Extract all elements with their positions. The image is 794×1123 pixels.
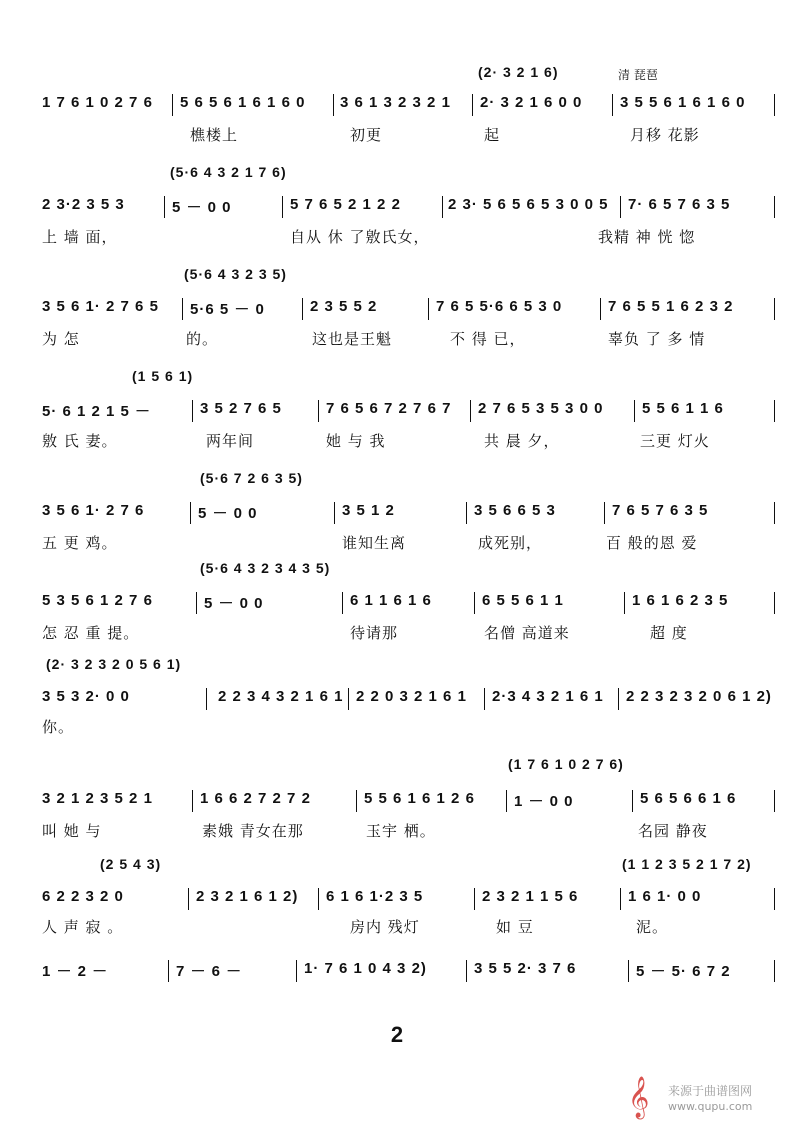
bar-line	[624, 592, 625, 614]
lyric-line: 辜负 了 多 情	[608, 330, 706, 348]
notes-measure: 5 － 0 0	[172, 199, 232, 216]
bar-line	[182, 298, 183, 320]
score-system-4	[0, 364, 794, 454]
bar-line	[192, 400, 193, 422]
notes-measure: 5 5 6 1 1 6	[642, 400, 724, 417]
notes-measure: 3 5 6 6 5 3	[474, 502, 556, 519]
intro-phrase: (5·6 4 3 2 3 4 3 5)	[200, 560, 331, 576]
bar-line	[774, 888, 775, 910]
notes-measure: 3 5 5 6 1 6 1 6 0	[620, 94, 746, 111]
notes-measure: 5· 6 1 2 1 5 －	[42, 403, 152, 420]
lyric-line: 百 般的恩 爱	[606, 534, 698, 552]
bar-line	[188, 888, 189, 910]
bar-line	[356, 790, 357, 812]
notes-measure: 3 5 1 2	[342, 502, 395, 519]
lyric-line: 这也是王魁	[312, 330, 393, 348]
notes-measure: 2 3 2 1 6 1 2)	[196, 888, 299, 905]
intro-phrase: (5·6 4 3 2 1 7 6)	[170, 164, 287, 180]
notes-measure: 5 － 0 0	[204, 595, 264, 612]
notes-measure: 7 6 5 7 6 3 5	[612, 502, 709, 519]
intro-phrase: (1 1 2 3 5 2 1 7 2)	[622, 856, 752, 872]
bar-line	[474, 888, 475, 910]
notes-measure: 1 － 0 0	[514, 793, 574, 810]
bar-line	[302, 298, 303, 320]
lyric-line: 三更 灯火	[640, 432, 710, 450]
notes-measure: 6 1 6 1·2 3 5	[326, 888, 424, 905]
notes-measure: 2 3 2 1 1 5 6	[482, 888, 579, 905]
lyric-line: 名园 静夜	[638, 822, 708, 840]
bar-line	[196, 592, 197, 614]
bar-line	[506, 790, 507, 812]
bar-line	[474, 592, 475, 614]
notes-measure: 6 5 5 6 1 1	[482, 592, 564, 609]
bar-line	[428, 298, 429, 320]
notes-measure: 2·3 4 3 2 1 6 1	[492, 688, 604, 705]
lyric-line: 素娥 青女在那	[202, 822, 304, 840]
lyric-line: 叫 她 与	[42, 822, 102, 840]
notes-measure: 5 － 0 0	[198, 505, 258, 522]
bar-line	[190, 502, 191, 524]
bar-line	[774, 298, 775, 320]
lyric-line: 超 度	[650, 624, 688, 642]
bar-line	[632, 790, 633, 812]
bar-line	[172, 94, 173, 116]
bar-line	[282, 196, 283, 218]
bar-line	[612, 94, 613, 116]
bar-line	[634, 400, 635, 422]
score-system-2	[0, 160, 794, 250]
bar-line	[348, 688, 349, 710]
notes-measure: 5 7 6 5 2 1 2 2	[290, 196, 401, 213]
bar-line	[620, 888, 621, 910]
lyric-line: 成死别，	[478, 534, 543, 552]
lyric-line: 月移 花影	[630, 126, 700, 144]
score-system-5	[0, 466, 794, 556]
lyric-line: 待请那	[350, 624, 399, 642]
notes-measure: 7 6 5 6 7 2 7 6 7	[326, 400, 452, 417]
lyric-line: 起	[484, 126, 501, 144]
bar-line	[206, 688, 207, 710]
notes-measure: 2 3· 5 6 5 6 5 3 0 0 5	[448, 196, 609, 213]
notes-measure: 3 5 3 2· 0 0	[42, 688, 130, 705]
bar-line	[333, 94, 334, 116]
score-system-10	[0, 942, 794, 1002]
notes-measure: 5 6 5 6 6 1 6	[640, 790, 737, 807]
lyric-line: 樵楼上	[190, 126, 239, 144]
intro-phrase: (2· 3 2 1 6)	[478, 64, 559, 80]
instrument-mark: 清 琵琶	[618, 68, 658, 82]
watermark-text: 来源于曲谱图网	[668, 1084, 753, 1098]
page-number: 2	[390, 1022, 404, 1047]
notes-measure: 5 3 5 6 1 2 7 6	[42, 592, 153, 609]
notes-measure: 1 6 6 2 7 2 7 2	[200, 790, 311, 807]
bar-line	[600, 298, 601, 320]
bar-line	[774, 400, 775, 422]
notes-measure: 5 6 5 6 1 6 1 6 0	[180, 94, 306, 111]
treble-clef-icon: 𝄞	[628, 1077, 650, 1118]
bar-line	[342, 592, 343, 614]
intro-phrase: (1 7 6 1 0 2 7 6)	[508, 756, 624, 772]
intro-phrase: (5·6 7 2 6 3 5)	[200, 470, 303, 486]
lyric-line: 我精 神 恍 惚	[598, 228, 696, 246]
intro-phrase: (2 5 4 3)	[100, 856, 162, 872]
bar-line	[774, 592, 775, 614]
notes-measure: 2 3·2 3 5 3	[42, 196, 125, 213]
bar-line	[604, 502, 605, 524]
notes-measure: 1· 7 6 1 0 4 3 2)	[304, 960, 427, 977]
lyric-line: 两年间	[206, 432, 255, 450]
bar-line	[318, 888, 319, 910]
notes-measure: 1 6 1 6 2 3 5	[632, 592, 729, 609]
bar-line	[618, 688, 619, 710]
bar-line	[774, 94, 775, 116]
intro-phrase: (1 5 6 1)	[132, 368, 194, 384]
notes-measure: 6 1 1 6 1 6	[350, 592, 432, 609]
bar-line	[168, 960, 169, 982]
notes-measure: 2· 3 2 1 6 0 0	[480, 94, 583, 111]
notes-measure: 3 6 1 3 2 3 2 1	[340, 94, 451, 111]
lyric-line: 的。	[186, 330, 219, 348]
lyric-line: 自从 休 了敫氏女，	[290, 228, 430, 246]
lyric-line: 不 得 已，	[450, 330, 526, 348]
notes-measure: 2 2 3 4 3 2 1 6 1	[218, 688, 344, 705]
notes-measure: 6 2 2 3 2 0	[42, 888, 124, 905]
notes-measure: 7 6 5 5·6 6 5 3 0	[436, 298, 563, 315]
lyric-line: 你。	[42, 718, 75, 736]
score-system-8	[0, 754, 794, 844]
notes-measure: 1 6 1· 0 0	[628, 888, 702, 905]
lyric-line: 她 与 我	[326, 432, 386, 450]
notes-measure: 3 5 5 2· 3 7 6	[474, 960, 577, 977]
bar-line	[620, 196, 621, 218]
notes-measure: 2 3 5 5 2	[310, 298, 378, 315]
watermark	[628, 1078, 788, 1118]
lyric-line: 敫 氏 妻。	[42, 432, 118, 450]
score-system-1	[0, 60, 794, 150]
lyric-line: 泥。	[636, 918, 669, 936]
bar-line	[484, 688, 485, 710]
bar-line	[192, 790, 193, 812]
notes-measure: 3 5 2 7 6 5	[200, 400, 282, 417]
notes-measure: 2 2 3 2 3 2 0 6 1 2)	[626, 688, 772, 705]
score-system-9	[0, 852, 794, 942]
lyric-line: 谁知生离	[342, 534, 407, 552]
lyric-line: 人 声 寂 。	[42, 918, 124, 936]
notes-measure: 7· 6 5 7 6 3 5	[628, 196, 731, 213]
notes-measure: 3 5 6 1· 2 7 6	[42, 502, 145, 519]
bar-line	[470, 400, 471, 422]
notes-measure: 1 7 6 1 0 2 7 6	[42, 94, 153, 111]
bar-line	[442, 196, 443, 218]
notes-measure: 5·6 5 － 0	[190, 301, 265, 318]
notes-measure: 5 5 6 1 6 1 2 6	[364, 790, 475, 807]
lyric-line: 如 豆	[496, 918, 534, 936]
score-system-3	[0, 262, 794, 352]
intro-phrase: (2· 3 2 3 2 0 5 6 1)	[46, 656, 182, 672]
score-system-6	[0, 556, 794, 646]
score-system-7	[0, 652, 794, 742]
bar-line	[466, 960, 467, 982]
notes-measure: 7 6 5 5 1 6 2 3 2	[608, 298, 734, 315]
bar-line	[472, 94, 473, 116]
bar-line	[774, 790, 775, 812]
bar-line	[296, 960, 297, 982]
notes-measure: 2 7 6 5 3 5 3 0 0	[478, 400, 604, 417]
bar-line	[164, 196, 165, 218]
notes-measure: 3 2 1 2 3 5 2 1	[42, 790, 153, 807]
lyric-line: 怎 忍 重 提。	[42, 624, 140, 642]
lyric-line: 上 墙 面，	[42, 228, 118, 246]
lyric-line: 共 晨 夕，	[484, 432, 560, 450]
bar-line	[774, 196, 775, 218]
notes-measure: 3 5 6 1· 2 7 6 5	[42, 298, 159, 315]
lyric-line: 玉宇 栖。	[366, 822, 436, 840]
notes-measure: 2 2 0 3 2 1 6 1	[356, 688, 467, 705]
bar-line	[318, 400, 319, 422]
bar-line	[334, 502, 335, 524]
lyric-line: 名僧 高道来	[484, 624, 570, 642]
bar-line	[774, 502, 775, 524]
bar-line	[774, 960, 775, 982]
lyric-line: 房内 残灯	[350, 918, 420, 936]
bar-line	[466, 502, 467, 524]
lyric-line: 为 怎	[42, 330, 80, 348]
notes-measure: 5 － 5· 6 7 2	[636, 963, 731, 980]
notes-measure: 1 － 2 －	[42, 963, 109, 980]
watermark-url: www.qupu.com	[668, 1100, 753, 1113]
lyric-line: 五 更 鸡。	[42, 534, 118, 552]
lyric-line: 初更	[350, 126, 383, 144]
intro-phrase: (5·6 4 3 2 3 5)	[184, 266, 287, 282]
notes-measure: 7 － 6 －	[176, 963, 243, 980]
bar-line	[628, 960, 629, 982]
